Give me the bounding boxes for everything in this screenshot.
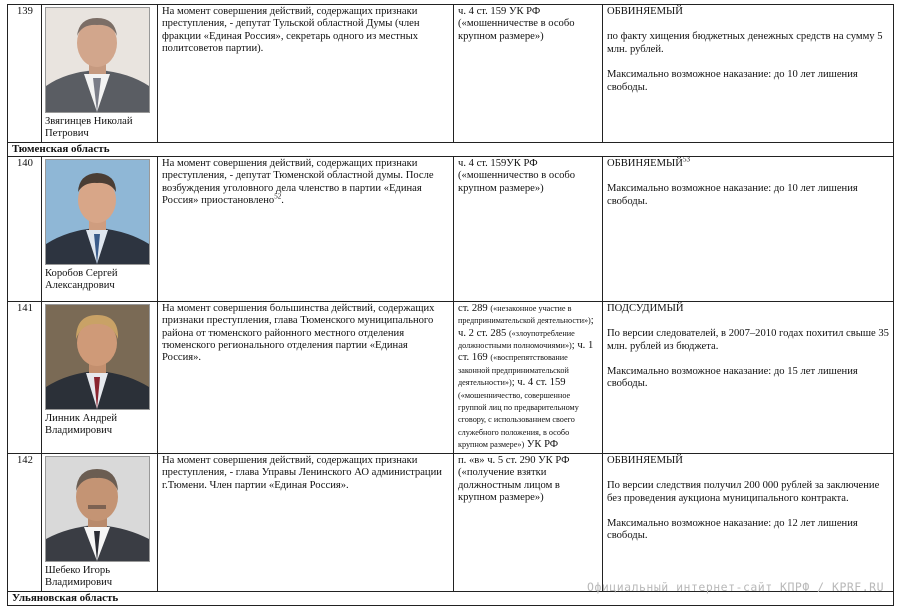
detail-text: Максимально возможное наказание: до 10 лет лишения свободы. [607,183,858,207]
circumstance-text: На момент совершения действий, содержащих признаки преступления, - глава Управы Ленинского АО администрации г.Тюмени. Член партии «Единая Россия». [158,453,454,591]
region-title: Тюменская область [8,142,894,156]
footnote-ref: 53 [682,155,690,164]
table-row [8,5,894,143]
article-part: ; ч. 4 ст. 159 [511,377,566,389]
article-part: («воспрепятствование законной предпринимательской деятельности») [458,353,569,388]
portrait-photo [45,304,150,410]
article-text: п. «в» ч. 5 ст. 290 УК РФ («получение взятки должностным лицом в крупном размере») [454,453,603,591]
article-part: («незаконное участие в предпринимательской деятельности») [458,303,591,326]
article-part: («мошенничество, совершенное группой лиц по предварительному сговору, с использованием своего служебного положения, в особо крупном размере») [458,390,579,450]
circumstance-text: На момент совершения большинства действий, содержащих признаки преступления, глава Тюменского муниципального района от тюменского районного местного отделения тюменского регионального отделения партии «Единая Россия». [158,301,454,453]
status-label: ОБВИНЯЕМЫЙ [607,157,683,169]
site-watermark: Официальный интернет-сайт КПРФ / KPRF.RU [587,580,884,594]
table-row [8,301,894,453]
article-text: ч. 4 ст. 159УК РФ («мошенничество в особо крупном размере») [454,156,603,301]
portrait-photo [45,456,150,562]
table-row [8,453,894,591]
article-part: ; ч. 1 ст. 169 [458,340,594,364]
detail-text: По версии следователей, в 2007–2010 годах похитил свыше 35 млн. рублей из бюджета. [607,328,889,352]
status-label: ОБВИНЯЕМЫЙ [607,454,683,466]
status-label: ПОДСУДИМЫЙ [607,302,684,314]
portrait-photo [45,7,150,113]
detail-text: Максимально возможное наказание: до 10 лет лишения свободы. [607,69,858,93]
article-cell [454,301,603,453]
article-part: ст. 289 [458,302,491,314]
circumstance-text: На момент совершения действий, содержащих признаки преступления, - депутат Тульской областной Думы (член фракции «Единая Россия», секретарь одного из местных политсоветов партии). [158,5,454,143]
status-cell [607,155,889,170]
region-title: Ульяновская область [8,591,894,605]
article-part: («злоупотребление должностными полномочиями») [458,328,575,351]
portrait-photo [45,159,150,265]
person-name: Линник Андрей Владимирович [45,412,118,437]
circumstance-text: На момент совершения действий, содержащих признаки преступления, - депутат Тюменской областной думы. После возбуждения уголовного дела членство в партии «Единая Россия» приостановлено [162,157,434,207]
detail-text: по факту хищения бюджетных денежных средств на сумму 5 млн. рублей. [607,31,883,55]
article-part: УК РФ [524,439,559,451]
person-name: Звягинцев Николай Петрович [45,116,133,140]
row-number: 142 [8,453,42,591]
table-row [8,156,894,301]
row-number: 140 [8,156,42,301]
row-number: 139 [8,5,42,143]
article-text: ч. 4 ст. 159 УК РФ («мошенничестве в особо крупном размере») [454,5,603,143]
region-row [8,142,894,156]
status-label: ОБВИНЯЕМЫЙ [607,6,683,17]
row-number: 141 [8,301,42,453]
person-name: Шебеко Игорь Владимирович [45,564,113,589]
article-part: ; ч. 2 ст. 285 [458,315,594,339]
footnote-ref: 52 [274,192,282,201]
person-name: Коробов Сергей Александрович [45,267,118,292]
circumstance-cell: На момент совершения действий, содержащих признаки преступления, - депутат Тюменской областной думы. После возбуждения уголовного дела членство в партии «Единая Россия» приостановлено$^{52}$. [158,156,454,301]
detail-text: По версии следствия получил 200 000 рублей за заключение без проведения аукциона муниципального контракта. [607,480,880,504]
detail-text: Максимально возможное наказание: до 12 лет лишения свободы. [607,517,858,542]
detail-text: Максимально возможное наказание: до 15 лет лишения свободы. [607,366,858,390]
officials-table [7,4,894,606]
